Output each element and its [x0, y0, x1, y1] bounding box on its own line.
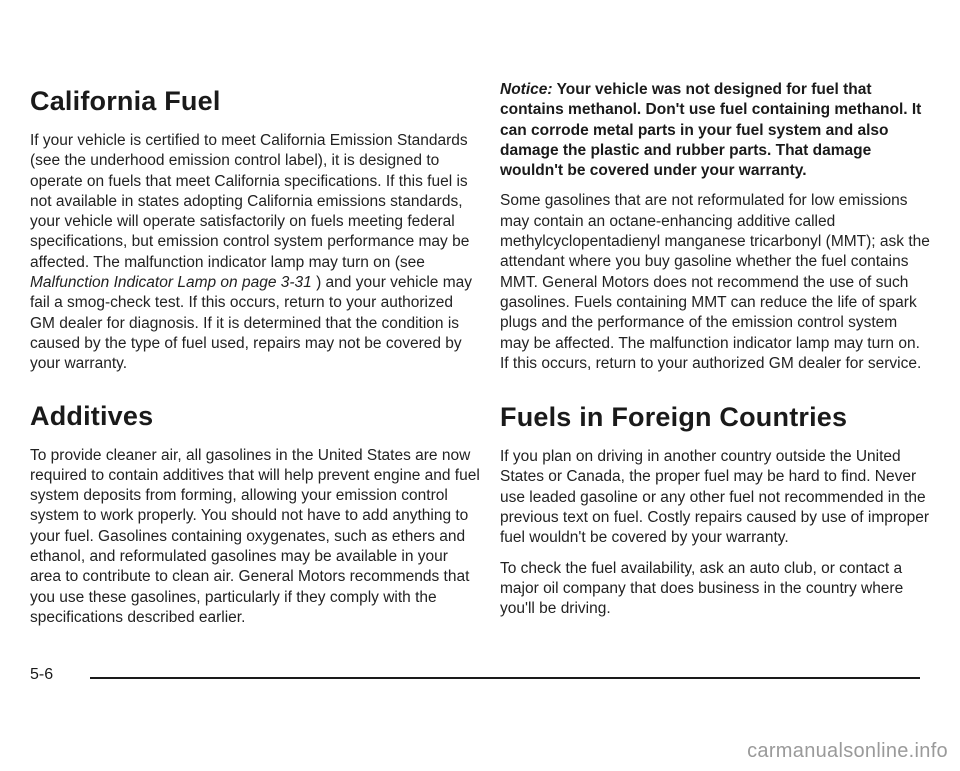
california-fuel-text-b: ) and your vehicle may fail a smog-check test. If this occurs, return to your authorized GM dealer for diagnosis. If it is determined that the condition is caused by the type of fuel used, repairs may not be covered by your warranty. [30, 274, 473, 373]
california-fuel-heading: California Fuel [30, 86, 221, 116]
right-column [500, 80, 930, 630]
methanol-notice [500, 80, 930, 181]
foreign-fuels-heading: Fuels in Foreign Countries [500, 402, 848, 433]
notice-text: Your vehicle was not designed for fuel that contains methanol. Don't use fuel containing methanol. It can corrode metal parts in your fuel system and also damage the plastic and rubber parts. That damage wouldn't be covered under your warranty. [500, 81, 922, 180]
malfunction-lamp-reference: Malfunction Indicator Lamp on page 3-31 [30, 274, 312, 292]
california-fuel-text-a: If your vehicle is certified to meet California Emission Standards (see the underhood emission control label), it is designed to operate on fuels that meet California specifications. If this fuel is not available in states adopting California emissions standards, your vehicle will operate satisfactorily on fuels meeting federal specifications, but emission control system performance may be affected. The malfunction indicator lamp may turn on (see [30, 132, 470, 271]
site-watermark: carmanualsonline.info [747, 740, 948, 762]
footer-rule [90, 677, 920, 679]
additives-paragraph: To provide cleaner air, all gasolines in the United States are now required to contain additives that will help prevent engine and fuel system deposits from forming, allowing your emission control system to work properly. You should not have to add anything to your fuel. Gasolines containing oxygenates, such as ethers and ethanol, and reformulated gasolines may be available in your area to contribute to clean air. General Motors recommends that you use these gasolines, particularly if they comply with the specifications described earlier. [30, 446, 480, 626]
page-footer [30, 666, 920, 690]
additives-heading: Additives [30, 400, 154, 431]
california-fuel-paragraph [30, 131, 480, 375]
page-number: 5-6 [30, 666, 54, 683]
mmt-paragraph: Some gasolines that are not reformulated for low emissions may contain an octane-enhancing additive called methylcyclopentadienyl manganese tricarbonyl (MMT); ask the attendant where you buy gasoline whether the fuel contains MMT. General Motors does not recommend the use of such gasolines. Fuels containing MMT can reduce the life of spark plugs and the performance of the emission control system may be affected. The malfunction indicator lamp may turn on. If this occurs, return to your authorized GM dealer for service. [500, 192, 930, 372]
foreign-fuels-paragraph-2: To check the fuel availability, ask an auto club, or contact a major oil company that does business in the country where you'll be driving. [500, 559, 904, 618]
notice-label: Notice: [500, 81, 553, 98]
foreign-fuels-paragraph-1: If you plan on driving in another country outside the United States or Canada, the proper fuel may be hard to find. Never use leaded gasoline or any other fuel not recommended in the previous text on fuel. Costly repairs caused by use of improper fuel wouldn't be covered by your warranty. [500, 448, 930, 547]
left-column [30, 80, 480, 638]
